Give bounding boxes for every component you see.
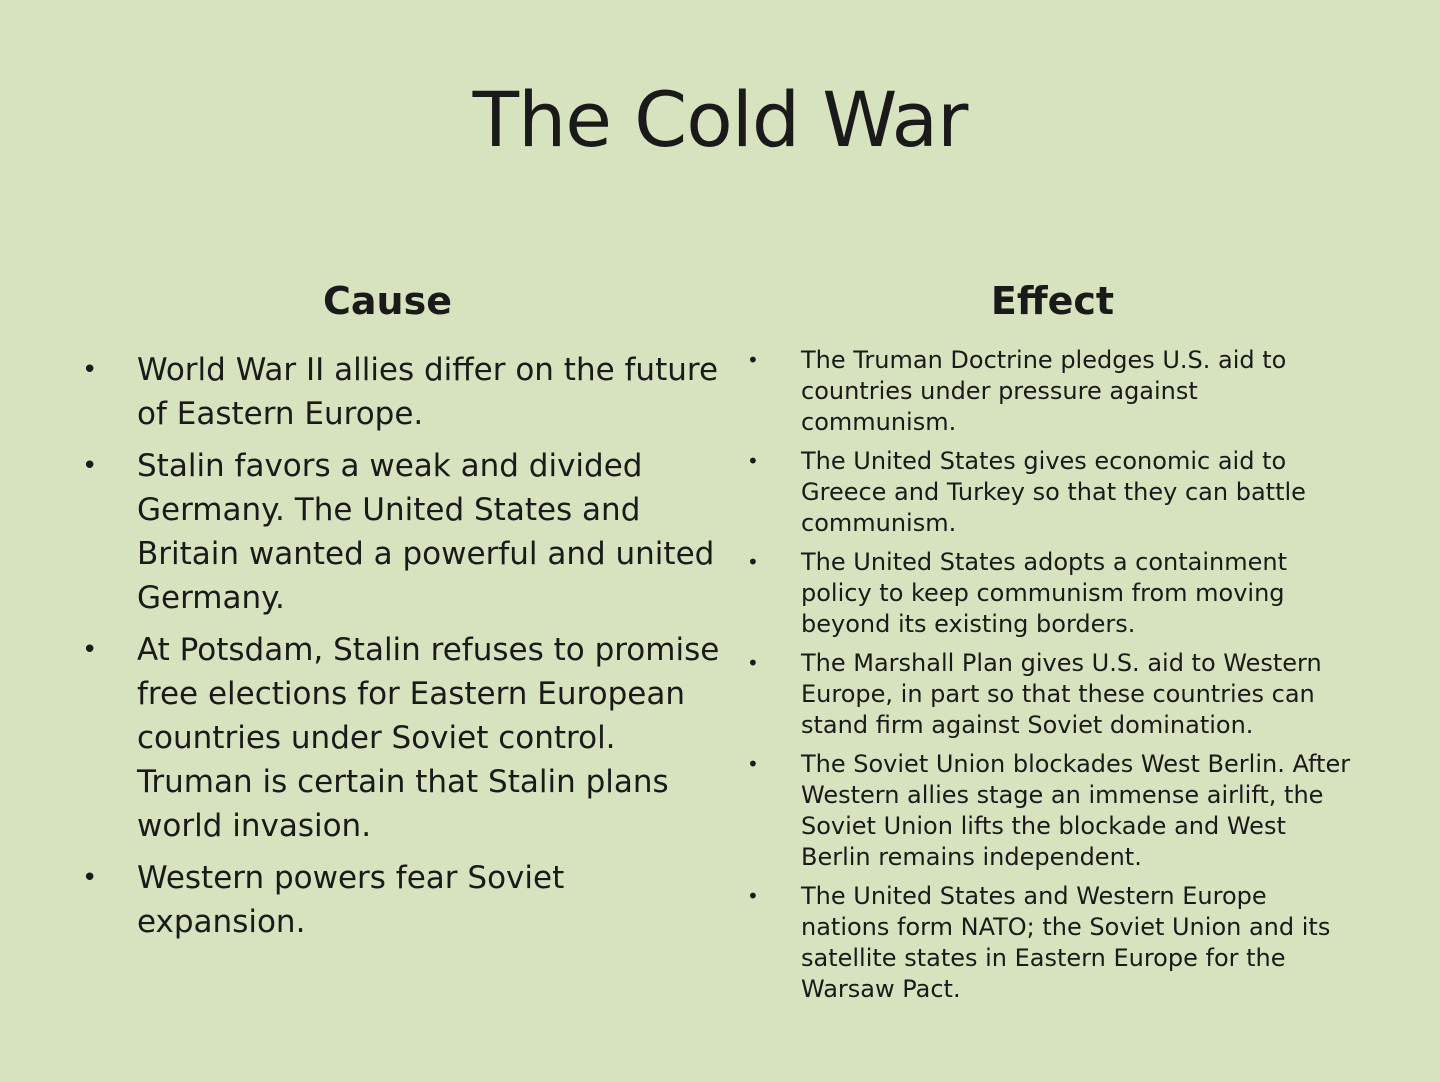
cause-item-text: At Potsdam, Stalin refuses to promise free elections for Eastern European countries under Soviet control. Truman is certain that Stalin plans world invasion. — [137, 632, 720, 844]
effect-item — [745, 446, 1355, 539]
cause-item — [80, 628, 720, 848]
bullet-icon: • — [747, 752, 759, 776]
effect-item — [745, 345, 1355, 438]
cause-item — [80, 348, 720, 436]
effect-item-text: The United States adopts a containment policy to keep communism from moving beyond its existing borders. — [801, 548, 1287, 638]
bullet-icon: • — [82, 355, 98, 385]
effect-item — [745, 881, 1355, 1005]
effect-item — [745, 749, 1355, 873]
effect-item — [745, 547, 1355, 640]
effect-list — [745, 345, 1355, 1013]
effect-item-text: The Soviet Union blockades West Berlin. After Western allies stage an immense airlift, the Soviet Union lifts the blockade and West Berlin remains independent. — [801, 750, 1351, 871]
bullet-icon: • — [747, 348, 759, 372]
cause-item — [80, 856, 720, 944]
effect-item-text: The United States and Western Europe nations form NATO; the Soviet Union and its satellite states in Eastern Europe for the Warsaw Pact. — [801, 882, 1331, 1003]
cause-list — [80, 348, 720, 952]
bullet-icon: • — [82, 863, 98, 893]
bullet-icon: • — [82, 635, 98, 665]
bullet-icon: • — [747, 449, 759, 473]
cause-item — [80, 444, 720, 620]
bullet-icon: • — [747, 884, 759, 908]
cause-heading: Cause — [323, 279, 452, 323]
cause-item-text: Western powers fear Soviet expansion. — [137, 860, 565, 940]
effect-item-text: The Truman Doctrine pledges U.S. aid to countries under pressure against communism. — [801, 346, 1287, 436]
effect-heading: Effect — [990, 279, 1115, 323]
cause-item-text: Stalin favors a weak and divided Germany. The United States and Britain wanted a powerful and united Germany. — [137, 448, 715, 616]
cause-item-text: World War II allies differ on the future of Eastern Europe. — [137, 352, 719, 432]
bullet-icon: • — [82, 451, 98, 481]
bullet-icon: • — [747, 550, 759, 574]
slide-title: The Cold War — [472, 75, 968, 164]
bullet-icon: • — [747, 651, 759, 675]
effect-item-text: The Marshall Plan gives U.S. aid to Western Europe, in part so that these countries can stand firm against Soviet domination. — [801, 649, 1322, 739]
effect-item — [745, 648, 1355, 741]
effect-item-text: The United States gives economic aid to Greece and Turkey so that they can battle communism. — [801, 447, 1306, 537]
